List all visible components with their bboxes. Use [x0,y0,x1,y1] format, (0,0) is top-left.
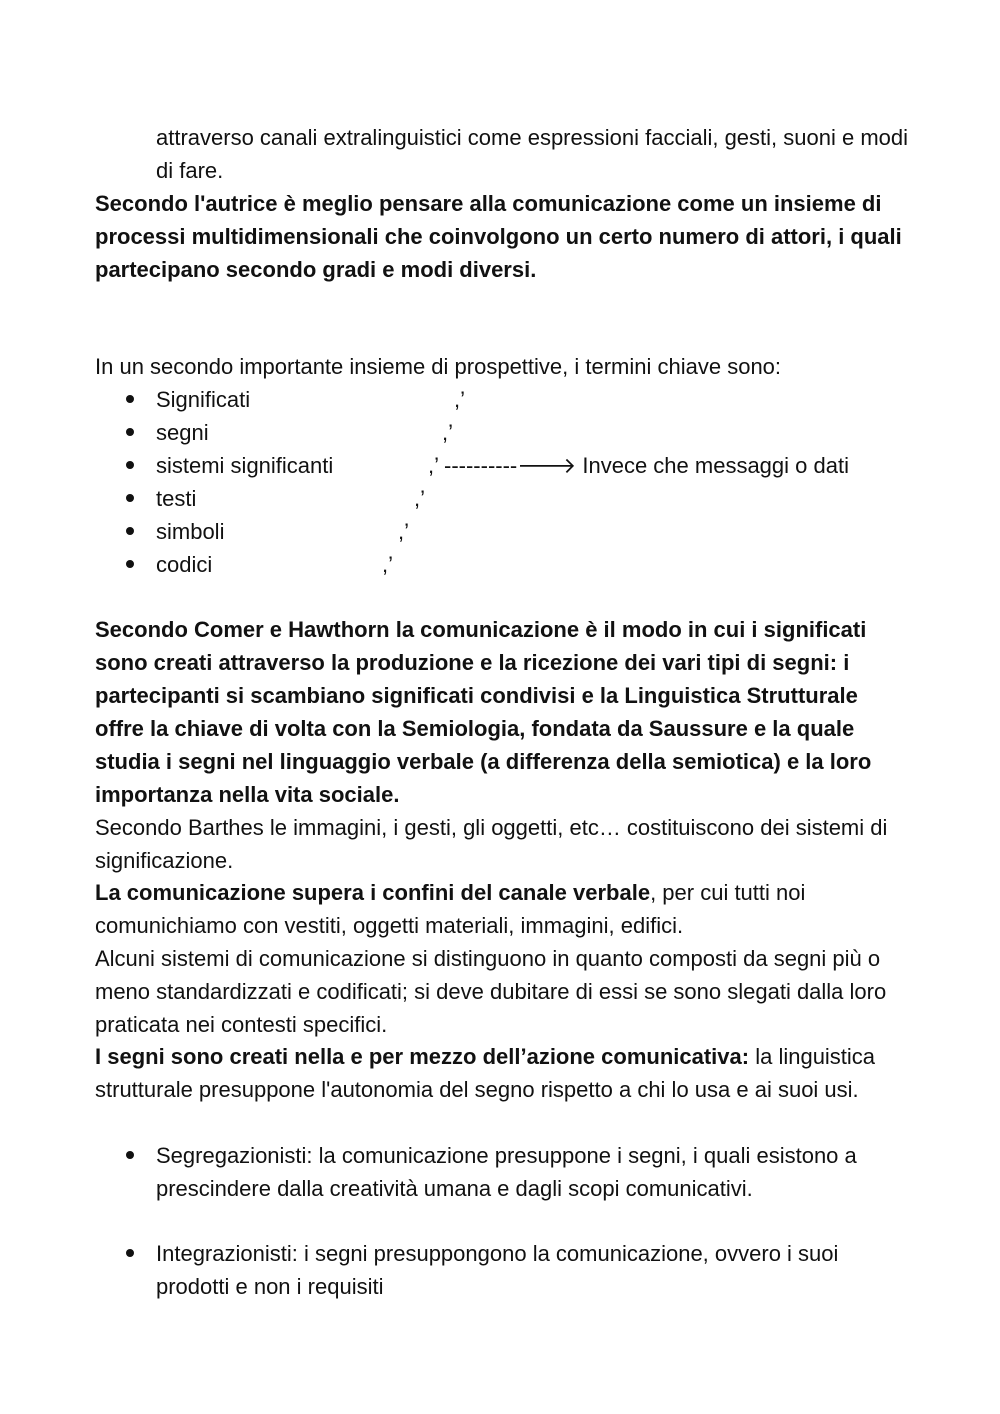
prospettive-intro: In un secondo importante insieme di prospettive, i termini chiave sono: [95,354,782,379]
key-term-item: sistemi significanti [156,453,334,478]
comer-hawthorn-paragraph: Secondo Comer e Hawthorn la comunicazione è il modo in cui i significati sono creati attraverso la produzione e la ricezione dei vari tipi di segni: i partecipanti si scambiano significati condivisi e la Linguistica Strutturale offre la chiave di volta con la Semiologia, fondata da Saussure e la quale studia i segni nel linguaggio verbale (a differenza della semiotica) e la loro importanza nella vita sociale. [95,617,872,807]
segni-rest-text: la linguistica strutturale presuppone l'autonomia del segno rispetto a chi lo usa e ai suoi usi. [95,1044,876,1102]
key-term-mark: ,’ [442,420,453,445]
alcuni-paragraph: Alcuni sistemi di comunicazione si distinguono in quanto composti da segni più o meno standardizzati e codificati; si deve dubitare di essi se sono slegati dalla loro praticata nei contesti specifici. [95,946,887,1037]
key-term-mark: ,’ [398,519,409,544]
bullet-icon [126,1141,138,1153]
bullet-icon [126,451,138,463]
top-paragraph-continuation: attraverso canali extralinguistici come espressioni facciali, gesti, suoni e modi di fare. [156,125,909,183]
key-term-mark: ,’ [382,552,393,577]
autrice-paragraph: Secondo l'autrice è meglio pensare alla comunicazione come un insieme di processi multidimensionali che coinvolgono un certo numero di attori, i quali partecipano secondo gradi e modi diversi. [95,191,902,282]
bullet-icon [126,1239,138,1251]
segni-paragraph [95,1040,915,1106]
canale-bold-text: La comunicazione supera i confini del canale verbale [95,880,651,905]
canale-paragraph [95,876,915,942]
segni-bold-text: I segni sono creati nella e per mezzo dell’azione comunicativa: [95,1044,750,1069]
bullet-icon [126,385,138,397]
position-item-segregazionisti: Segregazionisti: la comunicazione presuppone i segni, i quali esistono a prescindere dalla creatività umana e dagli scopi comunicativi. [156,1143,857,1201]
key-term-mark: ,’ [454,387,465,412]
key-term-item: codici [156,552,213,577]
key-term-item: testi [156,486,197,511]
key-term-item: simboli [156,519,225,544]
canale-rest-text: , per cui tutti noi comunichiamo con vestiti, oggetti materiali, immagini, edifici. [95,880,806,938]
bullet-icon [126,550,138,562]
bullet-icon [126,484,138,496]
key-term-item: Significati [156,387,251,412]
key-term-item: segni [156,420,209,445]
arrow-annotation: ----------🡒 Invece che messaggi o dati [444,453,849,478]
key-term-mark: ,’ [414,486,425,511]
bullet-icon [126,517,138,529]
position-item-integrazionisti: Integrazionisti: i segni presuppongono la comunicazione, ovvero i suoi prodotti e non i requisiti [156,1241,839,1299]
bullet-icon [126,418,138,430]
barthes-paragraph: Secondo Barthes le immagini, i gesti, gli oggetti, etc… costituiscono dei sistemi di significazione. [95,815,888,873]
key-term-mark: ,’ [428,453,439,478]
